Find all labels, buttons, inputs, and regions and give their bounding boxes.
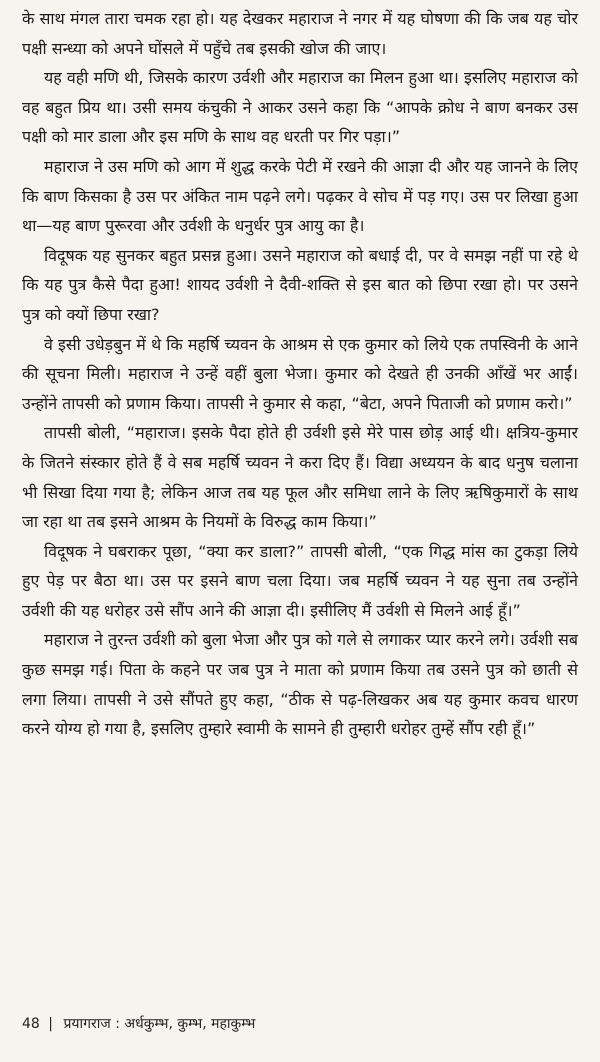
paragraph: यह वही मणि थी, जिसके कारण उर्वशी और महाराज का मिलन हुआ था। इसलिए महाराज को वह बहुत प्रिय था। उसी समय कंचुकी ने आकर उसने कहा कि “आपके क्रोध ने बाण बनकर उस पक्षी को मार डाला और इस मणि के साथ वह धरती पर गिर पड़ा।”	[22, 68, 578, 147]
footer-separator: |	[48, 1016, 53, 1032]
page-number: 48	[22, 1016, 40, 1032]
book-title: प्रयागराज : अर्धकुम्भ, कुम्भ, महाकुम्भ	[63, 1016, 256, 1032]
paragraph: महाराज ने उस मणि को आग में शुद्ध करके पेटी में रखने की आज्ञा दी और यह जानने के लिए कि बाण किसका है उस पर अंकित नाम पढ़ने लगे। पढ़कर वे सोच में पड़ गए। उस पर लिखा हुआ था—यह बाण पुरूरवा और उर्वशी के धनुर्धर पुत्र आयु का है।	[22, 156, 578, 236]
page-body	[22, 4, 578, 744]
paragraph: महाराज ने तुरन्त उर्वशी को बुला भेजा और पुत्र को गले से लगाकर प्यार करने लगे। उर्वशी सब कुछ समझ गई। पिता के कहने पर जब पुत्र ने माता को प्रणाम किया तब उसने पुत्र को छाती से लगा लिया। तापसी ने उसे सौंपते हुए कहा, “ठीक से पढ़-लिखकर अब यह कुमार कवच धारण करने योग्य हो गया है, इसलिए तुम्हारे स्वामी के सामने ही तुम्हारी धरोहर तुम्हें सौंप रही हूँ।”	[22, 630, 578, 739]
paragraph: विदूषक यह सुनकर बहुत प्रसन्न हुआ। उसने महाराज को बधाई दी, पर वे समझ नहीं पा रहे थे कि यह पुत्र कैसे पैदा हुआ! शायद उर्वशी ने दैवी-शक्ति से इस बात को छिपा रखा हो। पर उसने पुत्र को क्यों छिपा रखा?	[22, 245, 578, 324]
paragraph: विदूषक ने घबराकर पूछा, “क्या कर डाला?” तापसी बोली, “एक गिद्ध मांस का टुकड़ा लिये हुए पेड़ पर बैठा था। उस पर इसने बाण चला दिया। जब महर्षि च्यवन ने यह सुना तब उन्होंने उर्वशी की यह धरोहर उसे सौंप आने की आज्ञा दी। इसीलिए मैं उर्वशी से मिलने आई हूँ।”	[22, 541, 578, 620]
paragraph: तापसी बोली, “महाराज। इसके पैदा होते ही उर्वशी इसे मेरे पास छोड़ आई थी। क्षत्रिय-कुमार के जितने संस्कार होते हैं वे सब महर्षि च्यवन ने करा दिए हैं। विद्या अध्ययन के बाद धनुष चलाना भी सिखा दिया गया है; लेकिन आज तब यह फूल और समिधा लाने के लिए ऋषिकुमारों के साथ जा रहा था तब इसने आश्रम के नियमों के विरुद्ध काम किया।”	[22, 423, 578, 532]
page-footer	[22, 1014, 255, 1033]
paragraph-continued: के साथ मंगल तारा चमक रहा हो। यह देखकर महाराज ने नगर में यह घोषणा की कि जब यह चोर पक्षी सन्ध्या को अपने घोंसले में पहुँचे तब इसकी खोज की जाए।	[22, 9, 578, 58]
paragraph: वे इसी उधेड़बुन में थे कि महर्षि च्यवन के आश्रम से एक कुमार को लिये एक तपस्विनी के आने की सूचना मिली। महाराज ने उन्हें वहीं बुला भेजा। कुमार को देखते ही उनकी आँखें भर आईं। उन्होंने तापसी को प्रणाम किया। तापसी ने कुमार से कहा, “बेटा, अपने पिताजी को प्रणाम करो।”	[22, 334, 578, 413]
